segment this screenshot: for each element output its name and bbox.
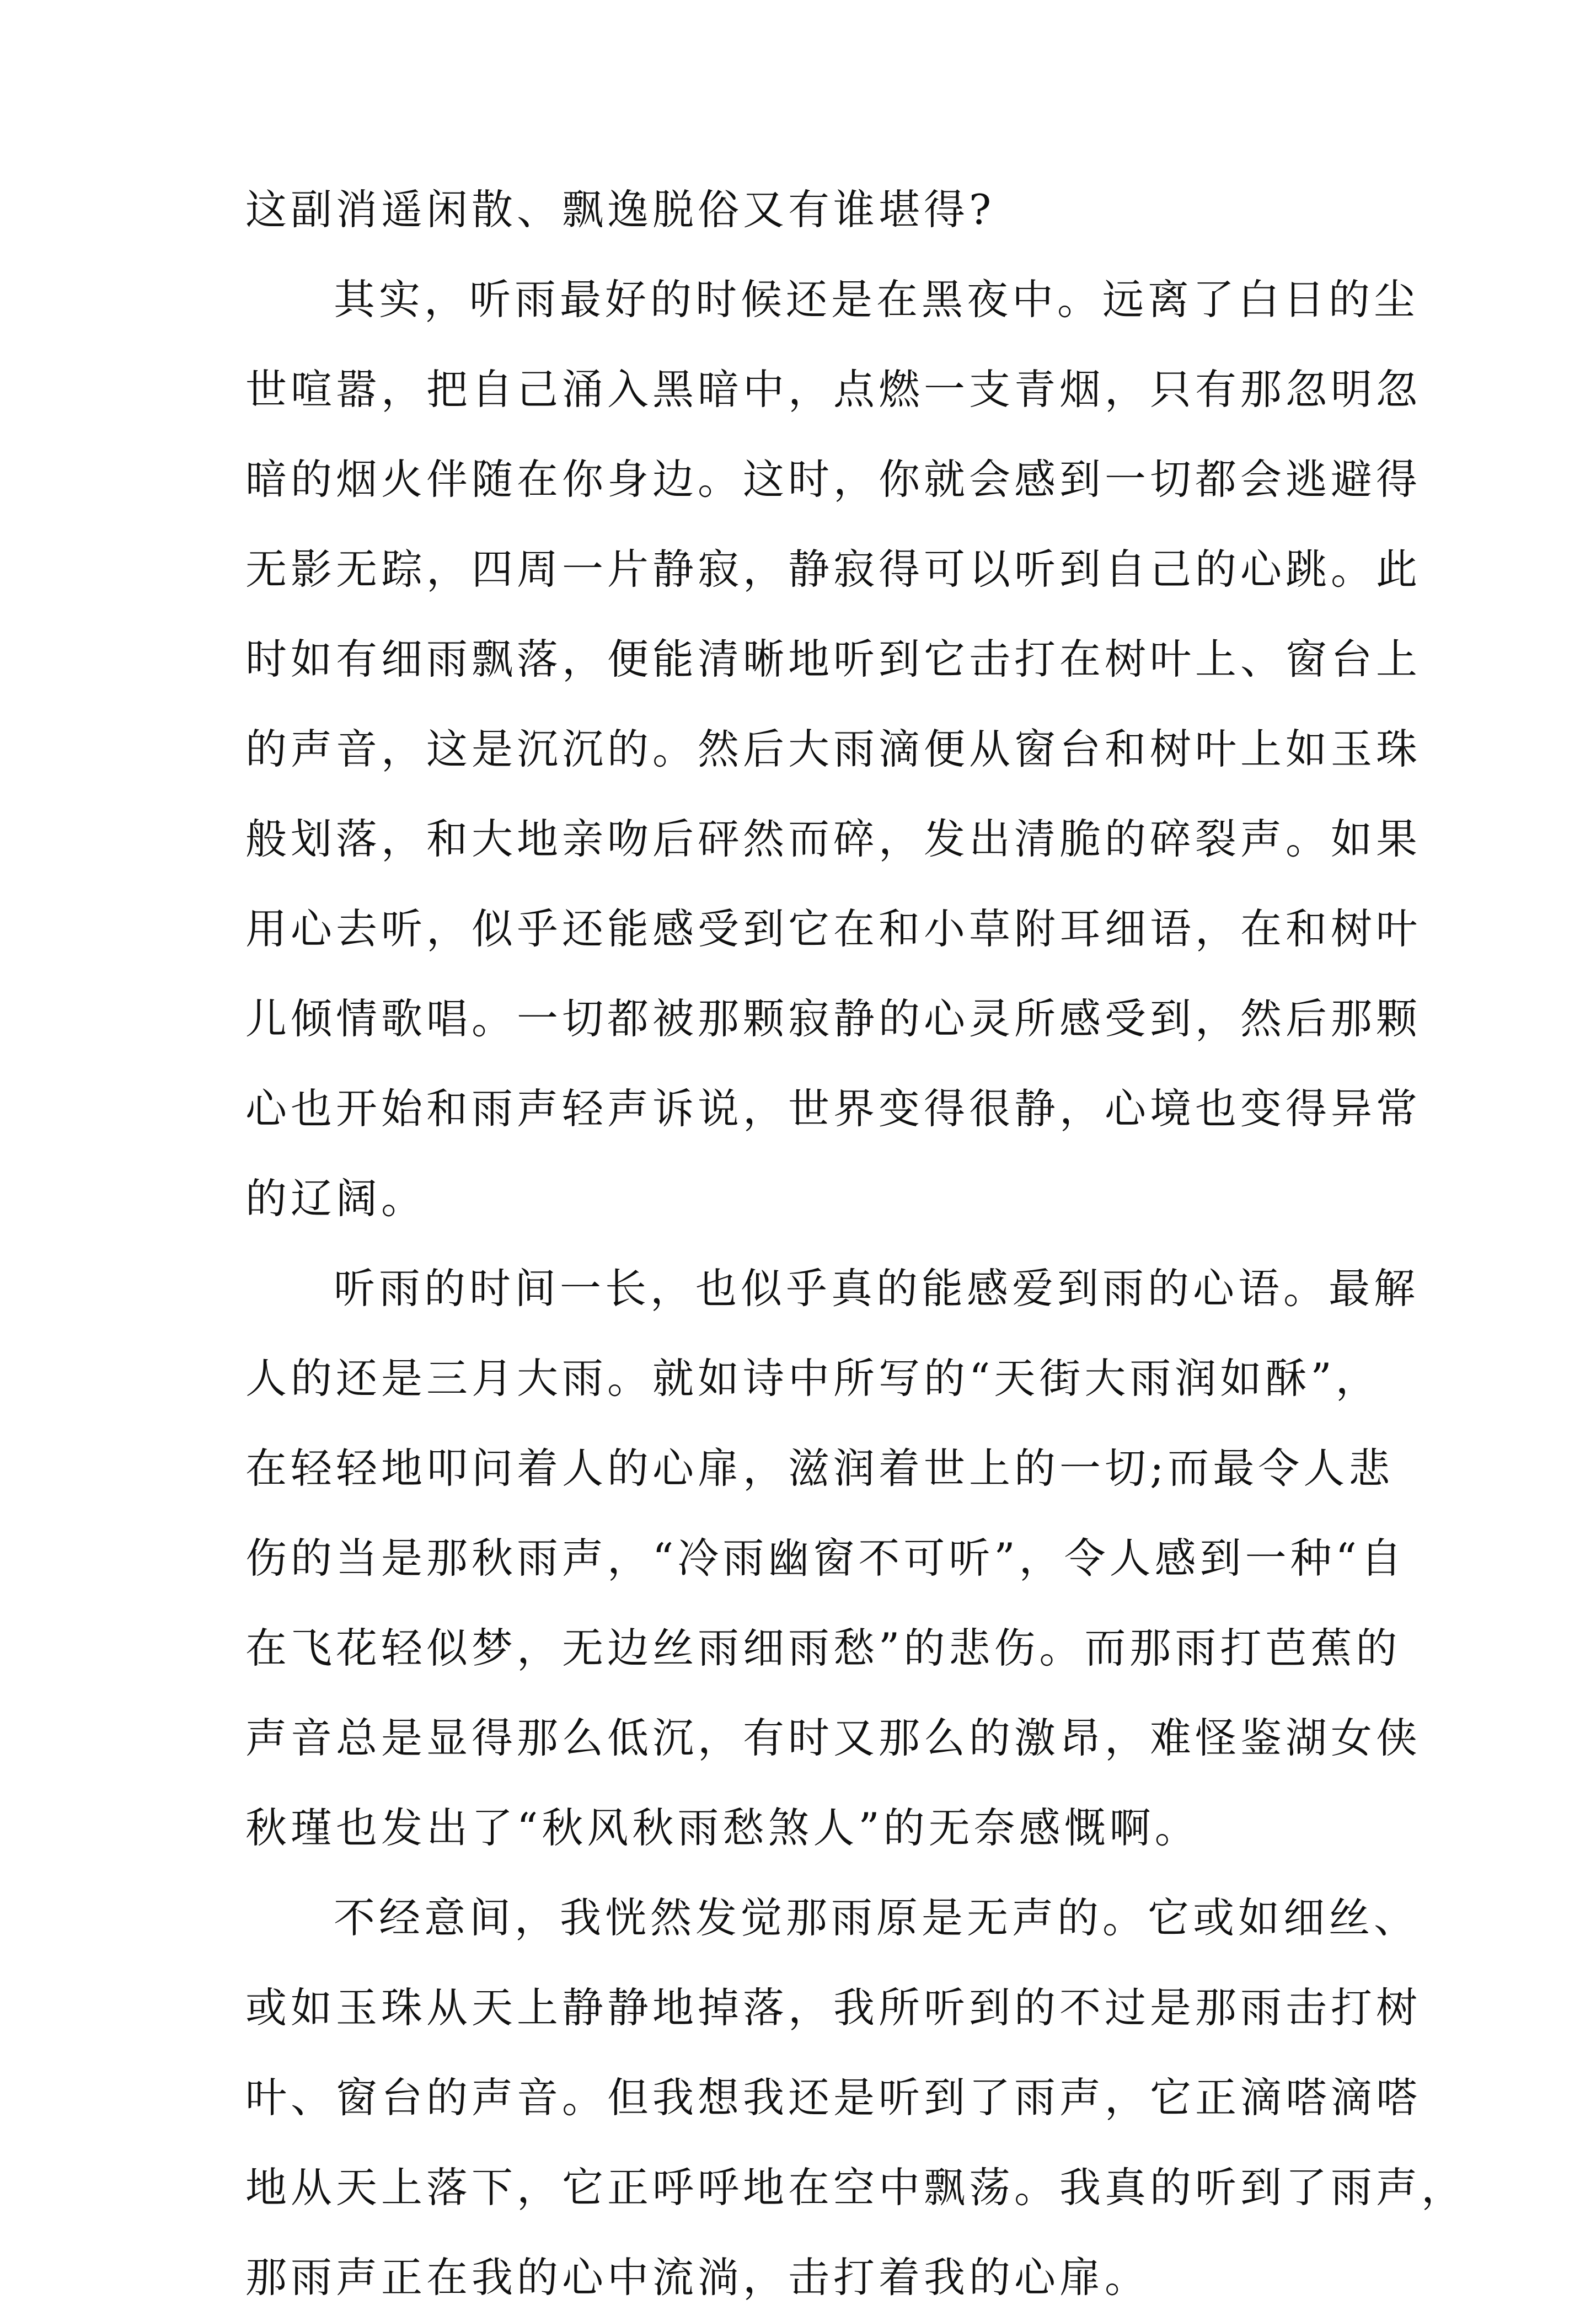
text-line-17: 在飞花轻似梦，无边丝雨细雨愁”的悲伤。而那雨打芭蕉的 (245, 1624, 1401, 1672)
text-line-2: 其实，听雨最好的时候还是在黑夜中。远离了白日的尘 (334, 275, 1420, 324)
text-line-20: 不经意间，我恍然发觉那雨原是无声的。它或如细丝、 (334, 1894, 1420, 1942)
text-line-9: 用心去听，似乎还能感受到它在和小草附耳细语，在和树叶 (245, 905, 1422, 953)
text-line-10: 儿倾情歌唱。一切都被那颗寂静的心灵所感受到，然后那颗 (245, 994, 1422, 1043)
text-line-3: 世喧嚣，把自己涌入黑暗中，点燃一支青烟，只有那忽明忽 (245, 365, 1422, 414)
text-line-22: 叶、窗台的声音。但我想我还是听到了雨声，它正滴嗒滴嗒 (245, 2073, 1422, 2122)
text-line-23: 地从天上落下，它正呼呼地在空中飘荡。我真的听到了雨声， (245, 2163, 1467, 2212)
text-line-19: 秋瑾也发出了“秋风秋雨愁煞人”的无奈感慨啊。 (245, 1804, 1200, 1852)
text-line-14: 人的还是三月大雨。就如诗中所写的“天街大雨润如酥”， (245, 1354, 1381, 1403)
text-line-13: 听雨的时间一长，也似乎真的能感爱到雨的心语。最解 (334, 1264, 1420, 1313)
text-line-15: 在轻轻地叩问着人的心扉，滋润着世上的一切;而最令人悲 (245, 1444, 1394, 1493)
text-line-4: 暗的烟火伴随在你身边。这时，你就会感到一切都会逃避得 (245, 455, 1422, 504)
text-line-11: 心也开始和雨声轻声诉说，世界变得很静，心境也变得异常 (245, 1084, 1422, 1133)
text-line-7: 的声音，这是沉沉的。然后大雨滴便从窗台和树叶上如玉珠 (245, 725, 1422, 773)
text-line-16: 伤的当是那秋雨声，“冷雨幽窗不可听”，令人感到一种“自 (245, 1534, 1406, 1582)
text-line-8: 般划落，和大地亲吻后砰然而碎，发出清脆的碎裂声。如果 (245, 815, 1422, 863)
text-line-18: 声音总是显得那么低沉，有时又那么的激昂，难怪鉴湖女侠 (245, 1714, 1422, 1762)
text-line-21: 或如玉珠从天上静静地掉落，我所听到的不过是那雨击打树 (245, 1983, 1422, 2032)
text-line-24: 那雨声正在我的心中流淌，击打着我的心扉。 (245, 2253, 1150, 2302)
text-line-12: 的辽阔。 (245, 1174, 427, 1223)
text-line-6: 时如有细雨飘落，便能清晰地听到它击打在树叶上、窗台上 (245, 635, 1422, 683)
text-line-5: 无影无踪，四周一片静寂，静寂得可以听到自己的心跳。此 (245, 545, 1422, 593)
text-line-1: 这副消遥闲散、飘逸脱俗又有谁堪得? (245, 185, 995, 234)
